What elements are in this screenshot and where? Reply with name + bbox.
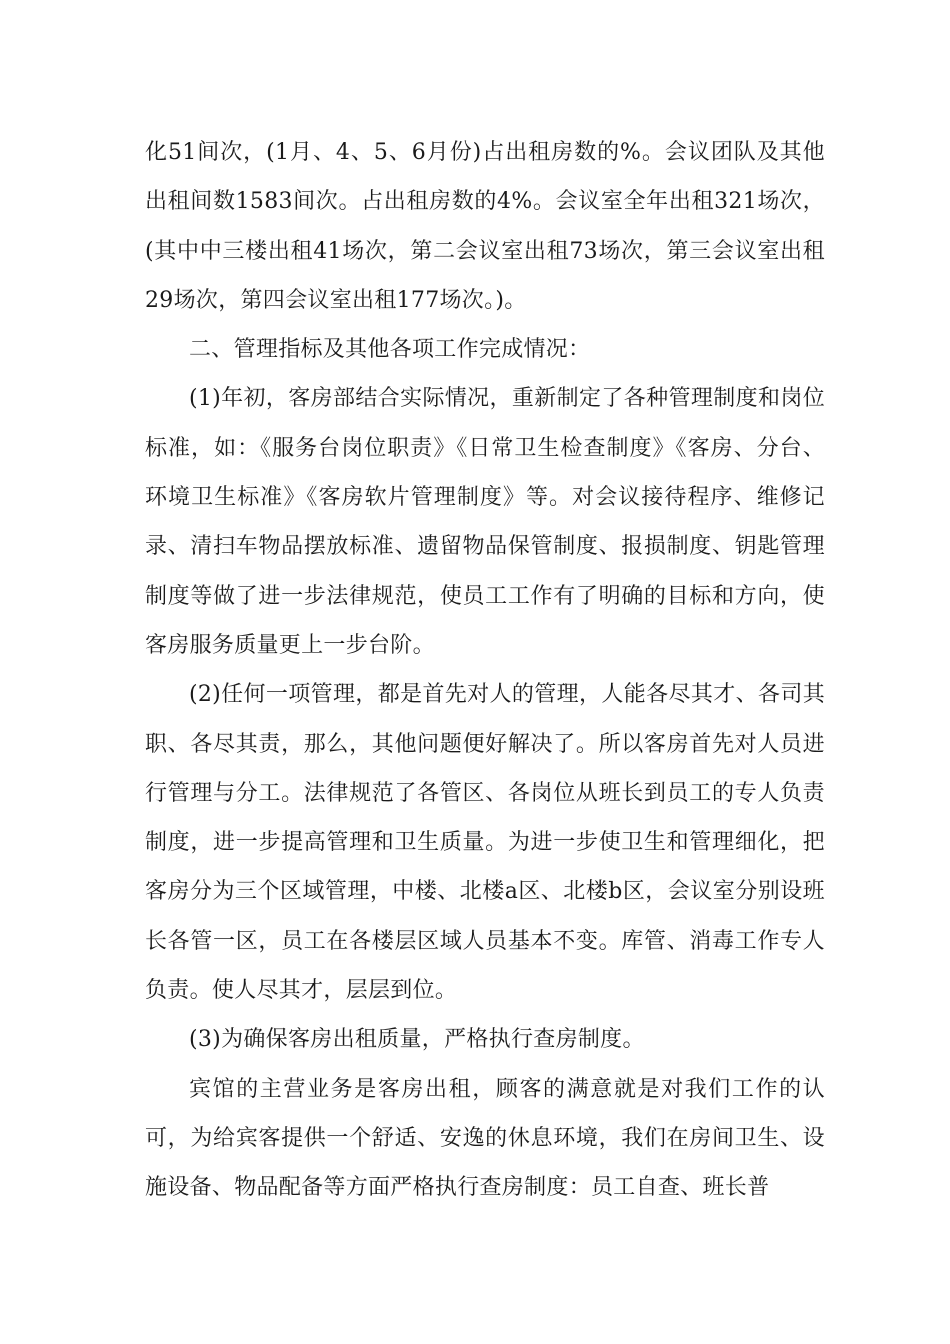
paragraph-inspection: 宾馆的主营业务是客房出租，顾客的满意就是对我们工作的认可，为给宾客提供一个舒适、安逸的休息环境，我们在房间卫生、设施设备、物品配备等方面严格执行查房制度：员工自查、班长普 [145,1076,825,1201]
paragraph-item-2: (2)任何一项管理，都是首先对人的管理，人能各尽其才、各司其职、各尽其责，那么，其他问题便好解决了。所以客房首先对人员进行管理与分工。法律规范了各管区、各岗位从班长到员工的专人负责制度，进一步提高管理和卫生质量。为进一步使卫生和管理细化，把客房分为三个区域管理，中楼、北楼a区、北楼b区，会议室分别设班长各管一区，员工在各楼层区域人员基本不变。库管、消毒工作专人负责。使人尽其才，层层到位。 [145,682,825,1004]
document-body [145,128,825,1213]
paragraph-item-3: (3)为确保客房出租质量，严格执行查房制度。 [189,1027,645,1053]
paragraph-item-1: (1)年初，客房部结合实际情况，重新制定了各种管理制度和岗位标准，如：《服务台岗位职责》《日常卫生检查制度》《客房、分台、环境卫生标准》《客房软片管理制度》等。对会议接待程序、维修记录、清扫车物品摆放标准、遗留物品保管制度、报损制度、钥匙管理制度等做了进一步法律规范，使员工工作有了明确的目标和方向，使客房服务质量更上一步台阶。 [145,386,825,658]
paragraph-1: 化51间次，(1月、4、5、6月份)占出租房数的%。会议团队及其他出租间数1583间次。占出租房数的4%。会议室全年出租321场次，(其中中三楼出租41场次，第二会议室出租73场次，第三会议室出租29场次，第四会议室出租177场次。)。 [145,140,825,313]
section-heading-management: 二、管理指标及其他各项工作完成情况： [189,337,591,363]
